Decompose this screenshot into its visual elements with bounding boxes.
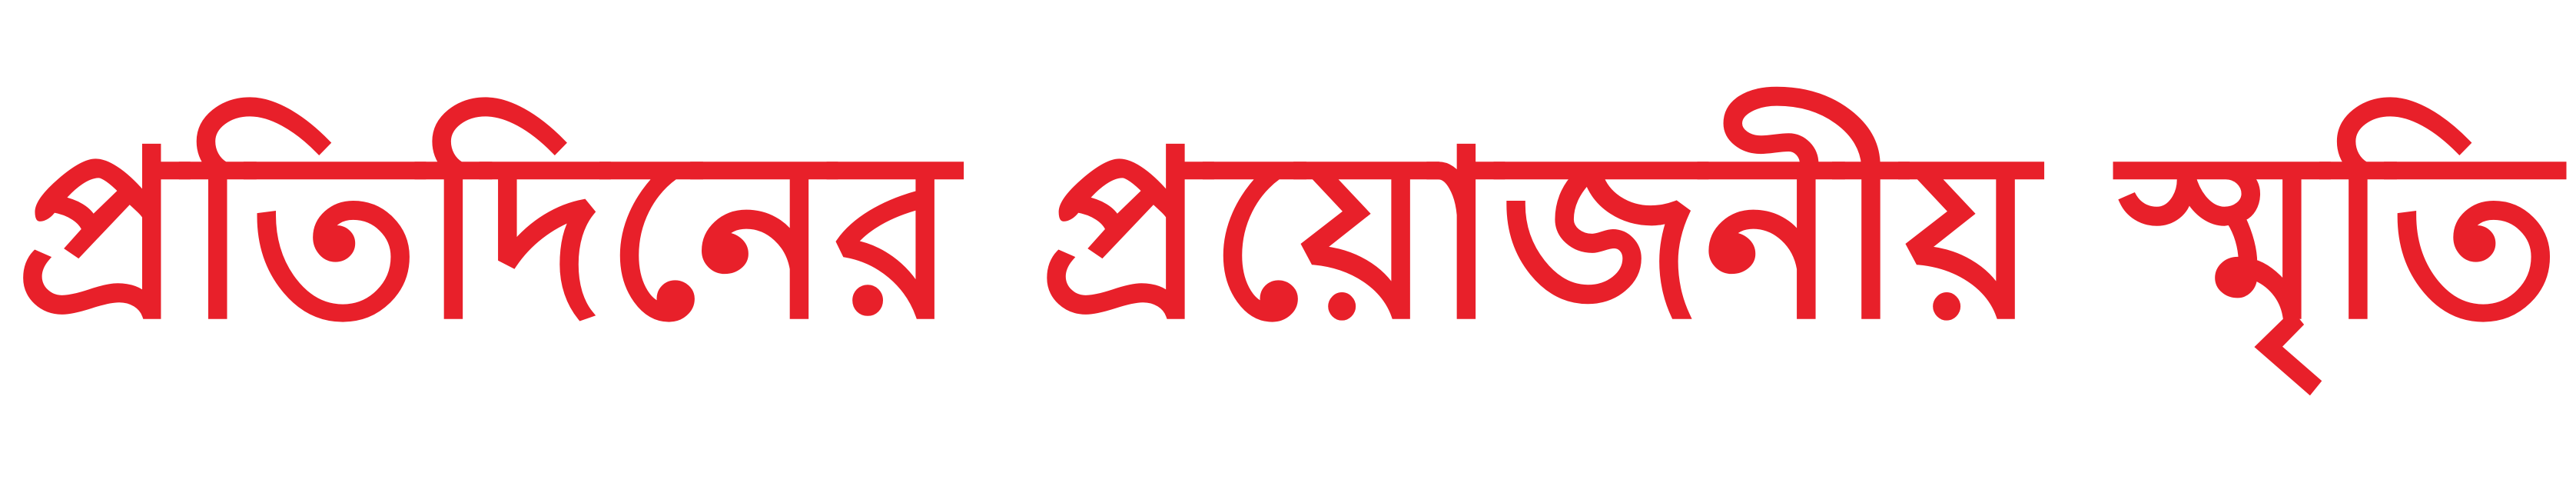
headline-title: প্রতিদিনের প্রয়োজনীয় স্মৃতি	[15, 102, 2561, 370]
